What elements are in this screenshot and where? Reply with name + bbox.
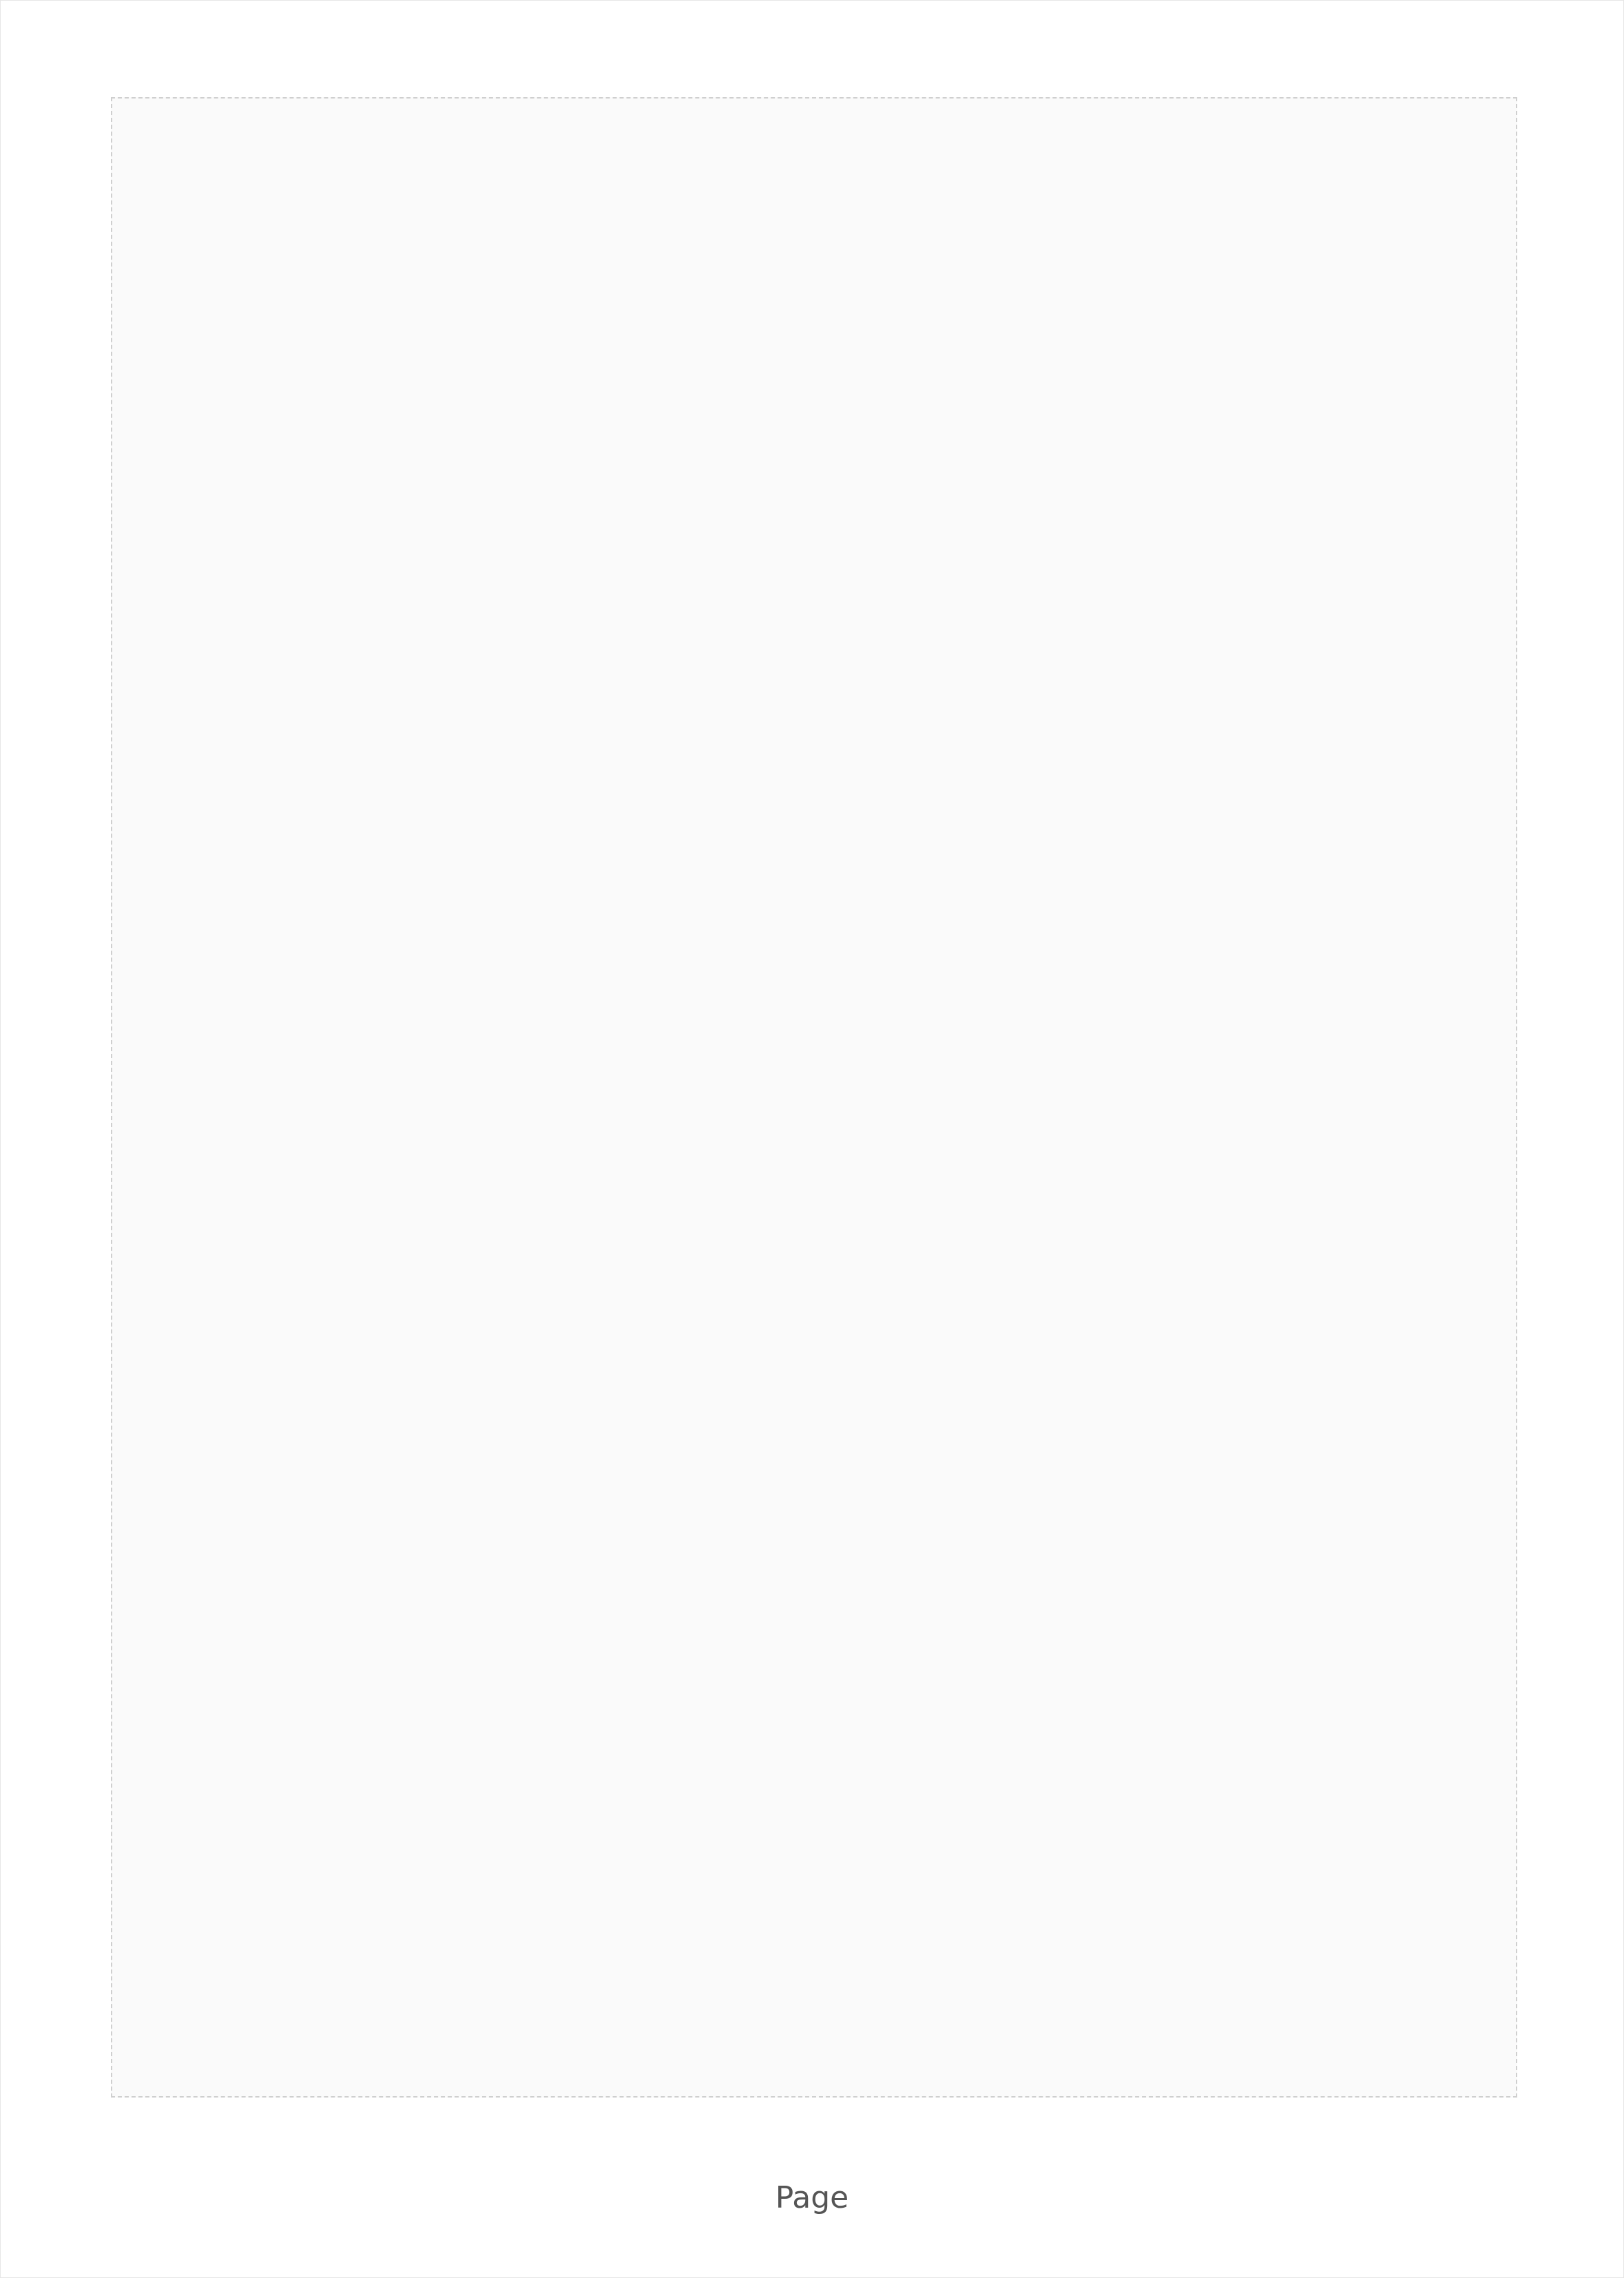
page-label: Page [775,2180,849,2215]
content-placeholder [111,97,1517,2098]
